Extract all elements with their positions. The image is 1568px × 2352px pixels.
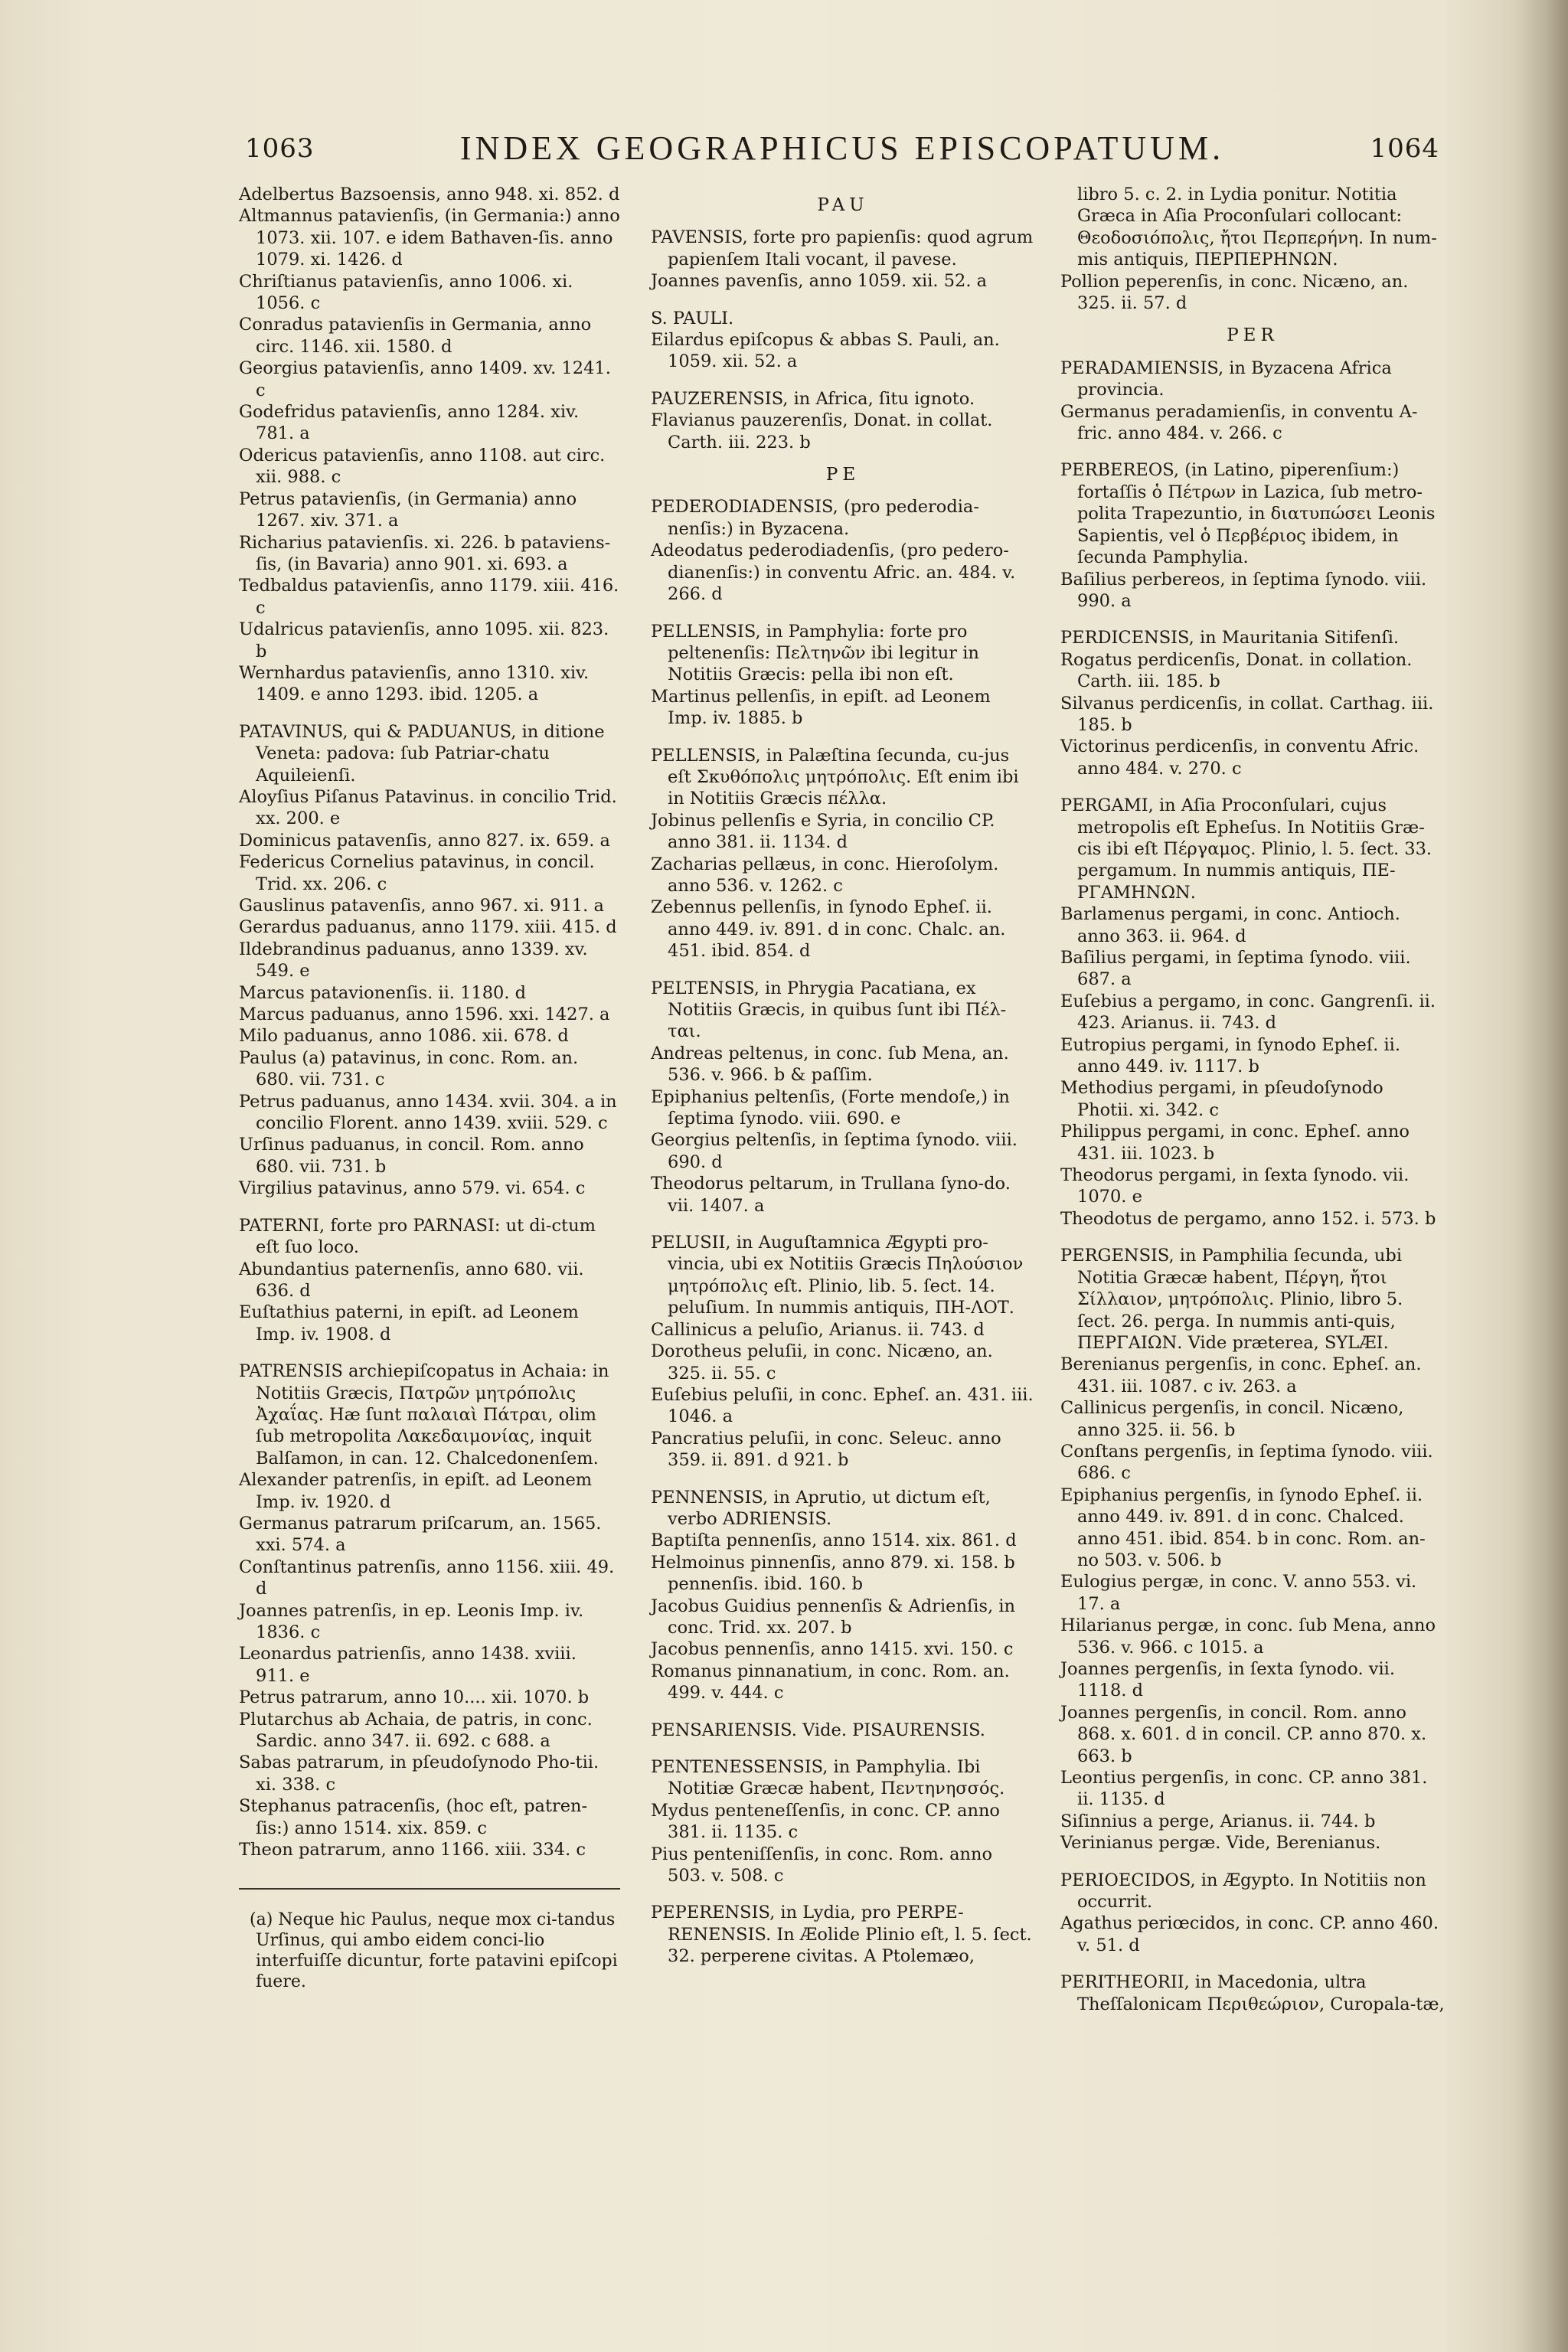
entry: Germanus patrarum priſcarum, an. 1565. xxi. 574. a <box>239 1513 602 1556</box>
lemma-paterni: PATERNI, forte pro PARNASI: ut di-ctum eſt ſuo loco. <box>239 1215 596 1258</box>
lemma-pauzerensis: PAUZERENSIS, in Africa, ſitu ignoto. <box>651 388 975 409</box>
lemma-peperensis: PEPERENSIS, in Lydia, pro PERPE-RENENSIS. In Æolide Plinio eſt, l. 5. ſect. 32. perperene civitas. A Ptolemæo, <box>651 1903 1032 1967</box>
entry: Martinus pellenſis, in epiſt. ad Leonem Imp. iv. 1885. b <box>651 686 991 729</box>
page-title: INDEX GEOGRAPHICUS EPISCOPATUUM. <box>459 129 1225 167</box>
entry: Pancratius peluſii, in conc. Seleuc. anno 359. ii. 891. d 921. b <box>651 1428 1001 1471</box>
entry: Conradus patavienſis in Germania, anno circ. 1146. xii. 1580. d <box>239 315 592 357</box>
entry: Germanus peradamienſis, in conventu A-fric. anno 484. v. 266. c <box>1060 401 1418 444</box>
entry: Pius penteniſſenſis, in conc. Rom. anno 503. v. 508. c <box>651 1844 993 1886</box>
entry: Adeodatus pederodiadenſis, (pro pedero-dianenſis:) in conventu Afric. an. 484. v. 266. d <box>651 541 1016 605</box>
entry: Theodorus peltarum, in Trullana ſyno-do. vii. 1407. a <box>651 1174 1011 1216</box>
lemma-pellensis: PELLENSIS, in Pamphylia: forte pro peltenenſis: Πελτηνῶν ibi legitur in Notitiis Græcis: pella ibi non eſt. <box>651 621 979 685</box>
entry: Agathus periœcidos, in conc. CP. anno 460. v. 51. d <box>1060 1913 1439 1955</box>
section-heading: PAU <box>817 195 869 215</box>
entry: Gauslinus patavenſis, anno 967. xi. 911. a <box>239 896 604 916</box>
entry: Dorotheus peluſii, in conc. Nicæno, an. 325. ii. 55. c <box>651 1341 993 1383</box>
entry: Odericus patavienſis, anno 1108. aut circ. xii. 988. c <box>239 445 606 488</box>
entry: Alexander patrenſis, in epiſt. ad Leonem Imp. iv. 1920. d <box>239 1470 593 1512</box>
entry: Conſtantinus patrenſis, anno 1156. xiii. 49. d <box>239 1557 615 1599</box>
entry: Eilardus epiſcopus & abbas S. Pauli, an. 1059. xii. 52. a <box>651 330 1000 372</box>
entry: Gerardus paduanus, anno 1179. xiii. 415. d <box>239 917 617 938</box>
section-heading: PER <box>1227 325 1279 346</box>
entry: Euſebius peluſii, in conc. Epheſ. an. 431. iii. 1046. a <box>651 1384 1034 1427</box>
entry: Georgius peltenſis, in ſeptima ſynodo. viii. 690. d <box>651 1130 1018 1172</box>
entry: Marcus patavionenſis. ii. 1180. d <box>239 982 527 1003</box>
entry: Theon patrarum, anno 1166. xiii. 334. c <box>239 1840 586 1860</box>
lemma-peltensis: PELTENSIS, in Phrygia Pacatiana, ex Notitiis Græcis, in quibus ſunt ibi Πέλ-ται. <box>651 978 1007 1042</box>
entry: Flavianus pauzerenſis, Donat. in collat. Carth. iii. 223. b <box>651 410 993 452</box>
entry: Jobinus pellenſis e Syria, in concilio CP. anno 381. ii. 1134. d <box>651 810 995 853</box>
entry: Zebennus pellenſis, in ſynodo Epheſ. ii. anno 449. iv. 891. d in conc. Chalc. an. 451. ibid. 854. d <box>651 897 1006 962</box>
entry: Petrus paduanus, anno 1434. xvii. 304. a in concilio Florent. anno 1439. xviii. 529. c <box>239 1091 617 1134</box>
entry: Euſtathius paterni, in epiſt. ad Leonem Imp. iv. 1908. d <box>239 1302 579 1344</box>
entry: Eutropius pergami, in ſynodo Epheſ. ii. anno 449. iv. 1117. b <box>1060 1034 1401 1077</box>
lemma-pensariensis: PENSARIENSIS. Vide. PISAURENSIS. <box>651 1720 985 1740</box>
entry: Conſtans pergenſis, in ſeptima ſynodo. viii. 686. c <box>1060 1441 1433 1484</box>
entry: Baptiſta pennenſis, anno 1514. xix. 861. d <box>651 1530 1017 1551</box>
entry: Godefridus patavienſis, anno 1284. xiv. 781. a <box>239 402 580 444</box>
entry: Pollion peperenſis, in conc. Nicæno, an. 325. ii. 57. d <box>1060 271 1409 314</box>
entry: Tedbaldus patavienſis, anno 1179. xiii. 416. c <box>239 576 619 618</box>
lemma-pellensis-palaestina: PELLENSIS, in Palæſtina ſecunda, cu-jus eſt Σκυθόπολις μητρόπολις. Eſt enim ibi in Notitiis Græcis πέλλα. <box>651 745 1019 809</box>
entry: Methodius pergami, in pſeudoſynodo Photii. xi. 342. c <box>1060 1078 1383 1120</box>
entry: Silvanus perdicenſis, in collat. Carthag. iii. 185. b <box>1060 693 1434 735</box>
lemma-pelusii: PELUSII, in Auguſtamnica Ægypti pro-vincia, ubi ex Notitiis Græcis Πηλούσιον μητρόπολις eſt. Plinio, lib. 5. ſect. 14. peluſium. In nummis antiquis, ΠΗ-ΛΟΤ. <box>651 1233 1024 1318</box>
entry: Joannes pergenſis, in concil. Rom. anno 868. x. 601. d in concil. CP. anno 870. x. 663. b <box>1060 1702 1427 1766</box>
entry: Sabas patrarum, in pſeudoſynodo Pho-tii. xi. 338. c <box>239 1753 599 1795</box>
entry: Callinicus pergenſis, in concil. Nicæno, anno 325. ii. 56. b <box>1060 1398 1404 1440</box>
entry: Berenianus pergenſis, in conc. Epheſ. an. 431. iii. 1087. c iv. 263. a <box>1060 1354 1422 1396</box>
entry: Callinicus a peluſio, Arianus. ii. 743. d <box>651 1319 985 1340</box>
entry: Plutarchus ab Achaia, de patris, in conc. Sardic. anno 347. ii. 692. c 688. a <box>239 1709 593 1752</box>
column-right <box>1060 184 1445 2015</box>
lemma-peritheorii: PERITHEORII, in Macedonia, ultra Theſſalonicam Περιθεώριον, Curopala-tæ, <box>1060 1972 1445 2014</box>
entry: Philippus pergami, in conc. Epheſ. anno 431. iii. 1023. b <box>1060 1122 1410 1164</box>
entry: Paulus (a) patavinus, in conc. Rom. an. 680. vii. 731. c <box>239 1047 579 1090</box>
section-heading: PE <box>825 465 861 485</box>
footnote: (a) Neque hic Paulus, neque mox ci-tandus Urſinus, qui ambo eidem conci-lio interfuiſſe dicuntur, forte patavini epiſcopi fuere. <box>250 1910 618 1992</box>
entry: Mydus penteneſſenſis, in conc. CP. anno 381. ii. 1135. c <box>651 1800 1000 1843</box>
entry: Rogatus perdicenſis, Donat. in collation. Carth. iii. 185. b <box>1060 649 1413 692</box>
entry: Dominicus patavenſis, anno 827. ix. 659. a <box>239 830 610 851</box>
entry: Theodorus pergami, in ſexta ſynodo. vii. 1070. e <box>1060 1165 1410 1207</box>
entry: Leontius pergenſis, in conc. CP. anno 381. ii. 1135. d <box>1060 1768 1428 1810</box>
entry: Epiphanius peltenſis, (Forte mendoſe,) in ſeptima ſynodo. viii. 690. e <box>651 1086 1010 1129</box>
lemma-s-pauli: S. PAULI. <box>651 308 734 328</box>
entry: Wernhardus patavienſis, anno 1310. xiv. 1409. e anno 1293. ibid. 1205. a <box>239 662 590 705</box>
entry: Leonardus patrienſis, anno 1438. xviii. 911. e <box>239 1644 577 1686</box>
lemma-pavensis: PAVENSIS, forte pro papienſis: quod agrum papienſem Itali vocant, il pavese. <box>651 227 1034 270</box>
binding-shadow <box>1514 0 1568 2352</box>
entry: Theodotus de pergamo, anno 152. i. 573. b <box>1060 1208 1436 1229</box>
entry: Joannes patrenſis, in ep. Leonis Imp. iv. 1836. c <box>239 1600 584 1642</box>
entry-list <box>239 184 620 706</box>
running-head <box>245 129 1439 182</box>
entry: Petrus patavienſis, (in Germania) anno 1267. xiv. 371. a <box>239 488 577 531</box>
lemma-perdicensis: PERDICENSIS, in Mauritania Sitifenſi. <box>1060 628 1400 648</box>
lemma-peradamiensis: PERADAMIENSIS, in Byzacena Africa provincia. <box>1060 358 1392 400</box>
lemma-pederodiadensis: PEDERODIADENSIS, (pro pederodia-nenſis:) in Byzacena. <box>651 497 979 539</box>
entry: Milo paduanus, anno 1086. xii. 678. d <box>239 1026 569 1047</box>
entry: Aloyſius Piſanus Patavinus. in concilio Trid. xx. 200. e <box>239 786 617 829</box>
lemma-patrensis: PATRENSIS archiepiſcopatus in Achaia: in Notitiis Græcis, Πατρῶν μητρόπολις Ἀχαΐας. Hæ ſunt παλαιαὶ Πάτραι, olim ſub metropolita Λακεδαιμονίας, inquit Balſamon, in can. 12. Chalcedonenſem. <box>239 1361 609 1468</box>
entry: Joannes pergenſis, in ſexta ſynodo. vii. 1118. d <box>1060 1659 1396 1701</box>
entry: Verinianus pergæ. Vide, Berenianus. <box>1060 1833 1381 1854</box>
footnote-rule <box>239 1888 620 1890</box>
entry: Baſilius perbereos, in ſeptima ſynodo. viii. 990. a <box>1060 569 1427 611</box>
entry: Jacobus Guidius pennenſis & Adrienſis, in conc. Trid. xx. 207. b <box>651 1596 1016 1638</box>
entry: Eulogius pergæ, in conc. V. anno 553. vi. 17. a <box>1060 1572 1417 1614</box>
page-number-left: 1063 <box>245 133 315 164</box>
entry: Joannes pavenſis, anno 1059. xii. 52. a <box>651 271 988 292</box>
column-middle <box>651 184 1035 1968</box>
lemma-perbereos: PERBEREOS, (in Latino, piperenſium:) fortaſſis ὁ Πέτρων in Lazica, ſub metro-polita Trapezuntio, in διατυπώσει Leonis Sapientis, vel ὁ Περβέριος ibidem, in ſecunda Pamphylia. <box>1060 460 1436 568</box>
entry: Helmoinus pinnenſis, anno 879. xi. 158. b pennenſis. ibid. 160. b <box>651 1552 1015 1595</box>
entry: Virgilius patavinus, anno 579. vi. 654. c <box>239 1178 586 1199</box>
lemma-continuation: libro 5. c. 2. in Lydia ponitur. Notitia Græca in Aſia Proconſulari collocant: Θεοδοσιόπολις, ἤτοι Περπερήνη. In num-mis antiquis, ΠΕΡΠΕΡΗΝΩΝ. <box>1077 185 1437 270</box>
lemma-pentenessensis: PENTENESSENSIS, in Pamphylia. Ibi Notitiæ Græcæ habent, Πεντηνησσός. <box>651 1757 1005 1799</box>
entry: Altmannus patavienſis, (in Germania:) anno 1073. xii. 107. e idem Bathaven-ſis. anno 1079. xi. 1426. d <box>239 206 620 270</box>
lemma-pergami: PERGAMI, in Aſia Proconſulari, cujus metropolis eſt Epheſus. In Notitiis Græ-cis ibi eſt Πέργαμος. Plinio, l. 5. ſect. 33. pergamum. In nummis antiquis, ΠΕ-ΡΓΑΜΗΝΩΝ. <box>1060 795 1432 903</box>
lemma-patavinus: PATAVINUS, qui & PADUANUS, in ditione Veneta: padova: ſub Patriar-chatu Aquileienſi. <box>239 721 605 786</box>
entry: Abundantius paternenſis, anno 680. vii. 636. d <box>239 1259 584 1301</box>
entry: Romanus pinnanatium, in conc. Rom. an. 499. v. 444. c <box>651 1661 1010 1704</box>
entry: Epiphanius pergenſis, in ſynodo Epheſ. ii. anno 449. iv. 891. d in conc. Chalced. anno 451. ibid. 854. b in conc. Rom. an-no 503. v. 506. b <box>1060 1485 1426 1570</box>
entry: Zacharias pellæus, in conc. Hieroſolym. anno 536. v. 1262. c <box>651 854 999 896</box>
entry: Georgius patavienſis, anno 1409. xv. 1241. c <box>239 358 611 400</box>
entry: Ildebrandinus paduanus, anno 1339. xv. 549. e <box>239 939 588 982</box>
lemma-pennensis: PENNENSIS, in Aprutio, ut dictum eſt, verbo ADRIENSIS. <box>651 1487 991 1529</box>
entry: Siſinnius a perge, Arianus. ii. 744. b <box>1060 1811 1376 1831</box>
lemma-perioecidos: PERIOECIDOS, in Ægypto. In Notitiis non occurrit. <box>1060 1870 1426 1913</box>
entry: Stephanus patracenſis, (hoc eſt, patren-ſis:) anno 1514. xix. 859. c <box>239 1796 588 1838</box>
entry: Barlamenus pergami, in conc. Antioch. anno 363. ii. 964. d <box>1060 904 1400 946</box>
entry: Federicus Cornelius patavinus, in concil. Trid. xx. 206. c <box>239 852 595 894</box>
entry: Udalricus patavienſis, anno 1095. xii. 823. b <box>239 619 609 662</box>
entry: Adelbertus Bazsoensis, anno 948. xi. 852. d <box>239 185 620 204</box>
entry: Baſilius pergami, in ſeptima ſynodo. viii. 687. a <box>1060 948 1411 990</box>
entry: Urſinus paduanus, in concil. Rom. anno 680. vii. 731. b <box>239 1135 584 1177</box>
entry: Euſebius a pergamo, in conc. Gangrenſi. ii. 423. Arianus. ii. 743. d <box>1060 991 1436 1034</box>
entry: Hilarianus pergæ, in conc. ſub Mena, anno 536. v. 966. c 1015. a <box>1060 1615 1436 1658</box>
lemma-pergensis: PERGENSIS, in Pamphilia ſecunda, ubi Notitia Græcæ habent, Πέργη, ἤτοι Σίλλαιον, μητρόπολις. Plinio, libro 5. ſect. 26. perga. In nummis anti-quis, ΠΕΡΓΑΙΩΝ. Vide præterea, SYLÆI. <box>1060 1246 1403 1353</box>
entry: Andreas peltenus, in conc. ſub Mena, an. 536. v. 966. b & paſſim. <box>651 1043 1009 1086</box>
page-number-right: 1064 <box>1370 133 1439 164</box>
column-left <box>239 184 620 1992</box>
entry: Chriſtianus patavienſis, anno 1006. xi. 1056. c <box>239 271 573 314</box>
entry: Petrus patrarum, anno 10.... xii. 1070. b <box>239 1687 590 1708</box>
entry: Marcus paduanus, anno 1596. xxi. 1427. a <box>239 1004 610 1025</box>
entry: Victorinus perdicenſis, in conventu Afric. anno 484. v. 270. c <box>1060 737 1419 779</box>
entry: Richarius patavienſis. xi. 226. b pataviens-ſis, (in Bavaria) anno 901. xi. 693. a <box>239 532 611 574</box>
entry: Jacobus pennenſis, anno 1415. xvi. 150. c <box>651 1639 1014 1660</box>
